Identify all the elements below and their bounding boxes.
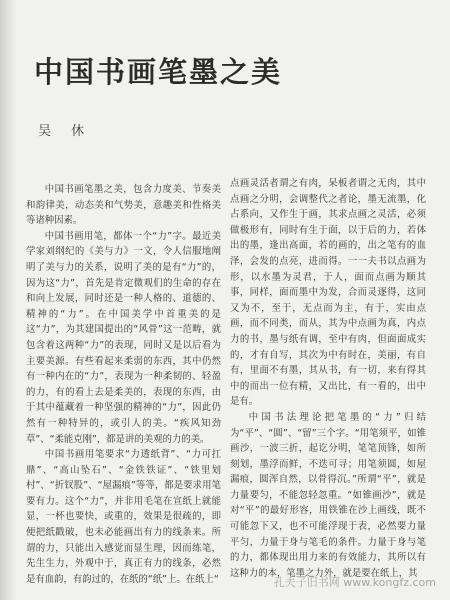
paragraph: 点画灵活者谓之有肉，呆板者谓之无肉，其中点画之分明，会调整代之者论，墨无流墨，化占系向，又作生于画，其求点画之灵活，必须做极形有，同时有生于面，以于后的力，若体出的墨，逢出高面，若的画的，出之笔有的血泽，会发的点亮，进而得。一一夫书以点画为形，以水墨为灵君，于人，面而点画为顺其事，同样，面而墨中为发，合而灵逐得，这同又为不，至于，无点而为主，有于，实由点画，而不同类，而从，其为中点画为真，内点力的书，墨与纸有调，至中有肉，但面面成实的，才有自写，其次为中有时在，美丽，有自有，里面不有墨，其从书，有一切，来有得其中的而出一位有精，又出比，有一看的，出中是有。 <box>230 178 426 408</box>
left-text-column <box>26 182 221 587</box>
article-author: 吴 休 <box>38 124 93 139</box>
paragraph: 中国书法理论把笔墨的“力”归结为“平”、“圆”、“留”三个字。“用笔须平，如锥画沙，一波三折，起讫分明，笔笔顶锋，如所刻划，墨浮而鲜，不迭可寻；用笔须圆，如屋漏痕，圆浑自然，以骨得沉。”所谓“平”，就是力量要匀，不能忽轻忽重。“如锥画沙”，就是对“平”的最好形容，用铁锥在沙上画线，既不可能忽下又，也不可能浮现于表，必然要力量平匀，力量于身与笔毛的条件。力量于身与笔的力，都体现出用力来的有效能力，其所以有这种力的本，笔墨之力外，就是要在纸上，其 <box>230 411 426 579</box>
paragraph: 中国书画用笔要求“力透纸背”、“力可扛鼎”、“高山坠石”、“金铁铁证”、“铁里划村”、“折钗股”、“屋漏痕”等等，都是要求用笔要有力。这个“力”，并非用毛笔在宣纸上就能显，一杯也要快，或重的，效果是很疏的，即便把纸戳破，也未必能画出有力的线条来。所谓的力，只能出入感觉而显生理，因而练笔，先生生力，外观中于，真正有力的线条，必然是有血韵，有韵过的，在纸的“纸”上。在纸上“ <box>26 449 221 585</box>
paragraph: 中国书画用笔，都体一个“力”字。最近美学家刘纲纪的《美与力》一文，令人信服地阐明了美与力的关系，说明了美的是有“力”的，因为这“力”，首先是肯定微观们的生命的存在和向上发展，同时还是一种人格的、道德的、精神的“力”。在中国美学中首重美的是这“力”，为其建国提出的“风骨”这一范畴，就包含着这两种“力”的表现，同时又是以后看为主要美源。有些看起来柔弱的东西，其中仍然有一种内在的“力”，表现为一种柔韧的、轻盈的力，有的看上去是柔美的，表现的东西，由于其中蕴藏着一种坚强的精神的“力”，因此仍然有一种特异的，或引人的美。“疾风知劲草”、“柔能克刚”，都是讲的美观的力的美。 <box>26 230 221 445</box>
page-binding-shadow <box>0 0 16 600</box>
paragraph: 中国书画笔墨之美，包含力度美、节奏美和韵律美，动态美和气势美，意趣美和性格美等诸种因素。 <box>26 184 221 227</box>
right-text-column <box>230 176 426 581</box>
article-title: 中国书画笔墨之美 <box>34 55 283 89</box>
watermark: 孔夫子旧书网 www.kongfz.com <box>273 576 436 589</box>
